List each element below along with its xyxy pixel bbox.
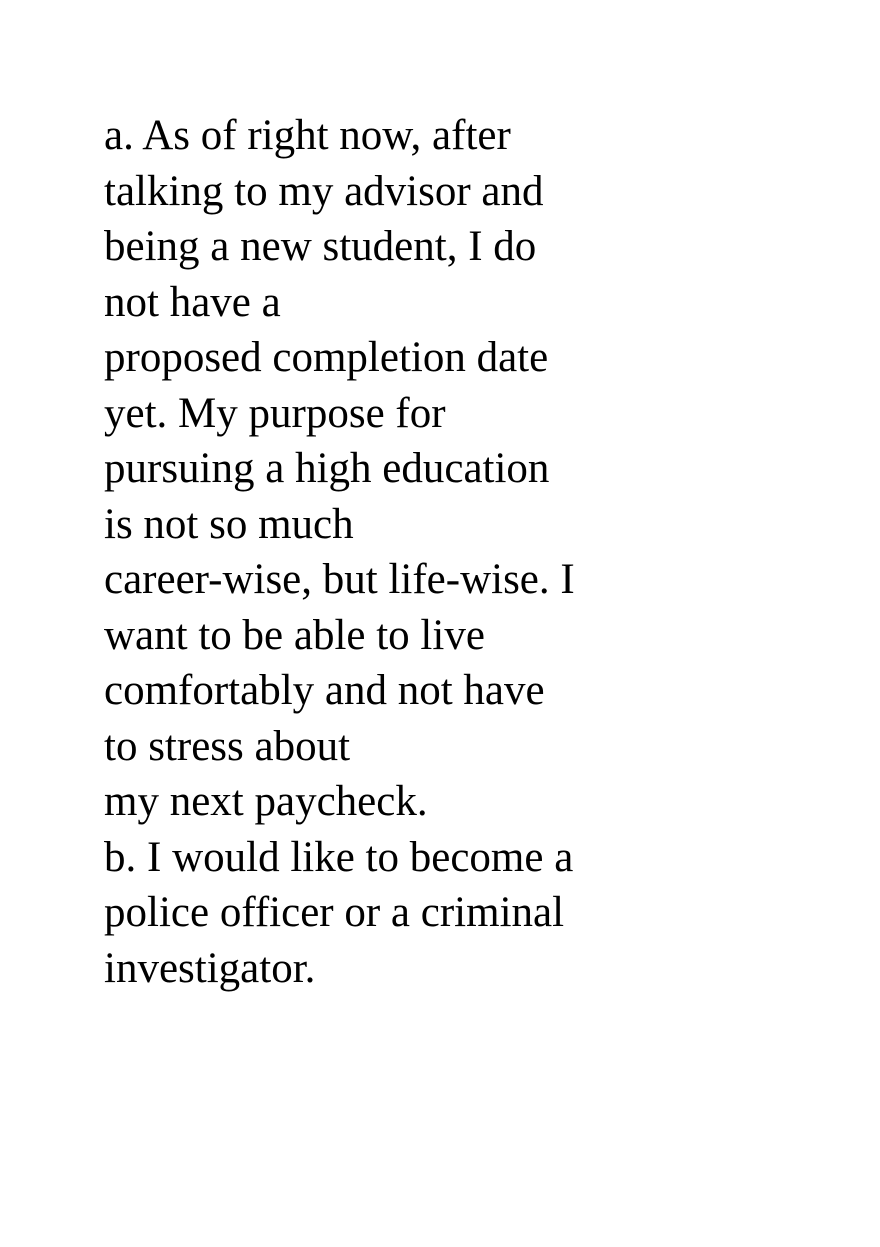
answer-a-line: not have a: [104, 278, 281, 326]
answer-a-line: is not so much: [104, 500, 354, 548]
answer-b-line: b. I would like to become a: [104, 833, 574, 881]
answer-a-line: talking to my advisor and: [104, 167, 544, 215]
document-text: [104, 108, 804, 996]
answer-a-line: yet. My purpose for: [104, 389, 446, 437]
answer-a-line: pursuing a high education: [104, 445, 550, 492]
answer-a-line: my next paycheck.: [104, 778, 428, 825]
answer-b-line: police officer or a criminal: [104, 889, 565, 936]
answer-a-line: want to be able to live: [104, 611, 485, 659]
answer-a-line: proposed completion date: [104, 334, 549, 381]
answer-a-line: to stress about: [104, 722, 351, 770]
answer-a-line: comfortably and not have: [104, 667, 545, 714]
answer-a-line: being a new student, I do: [104, 223, 537, 270]
answer-b-line: investigator.: [104, 944, 316, 992]
answer-a-line: a. As of right now, after: [104, 112, 511, 159]
answer-a-line: career-wise, but life-wise. I: [104, 556, 575, 603]
